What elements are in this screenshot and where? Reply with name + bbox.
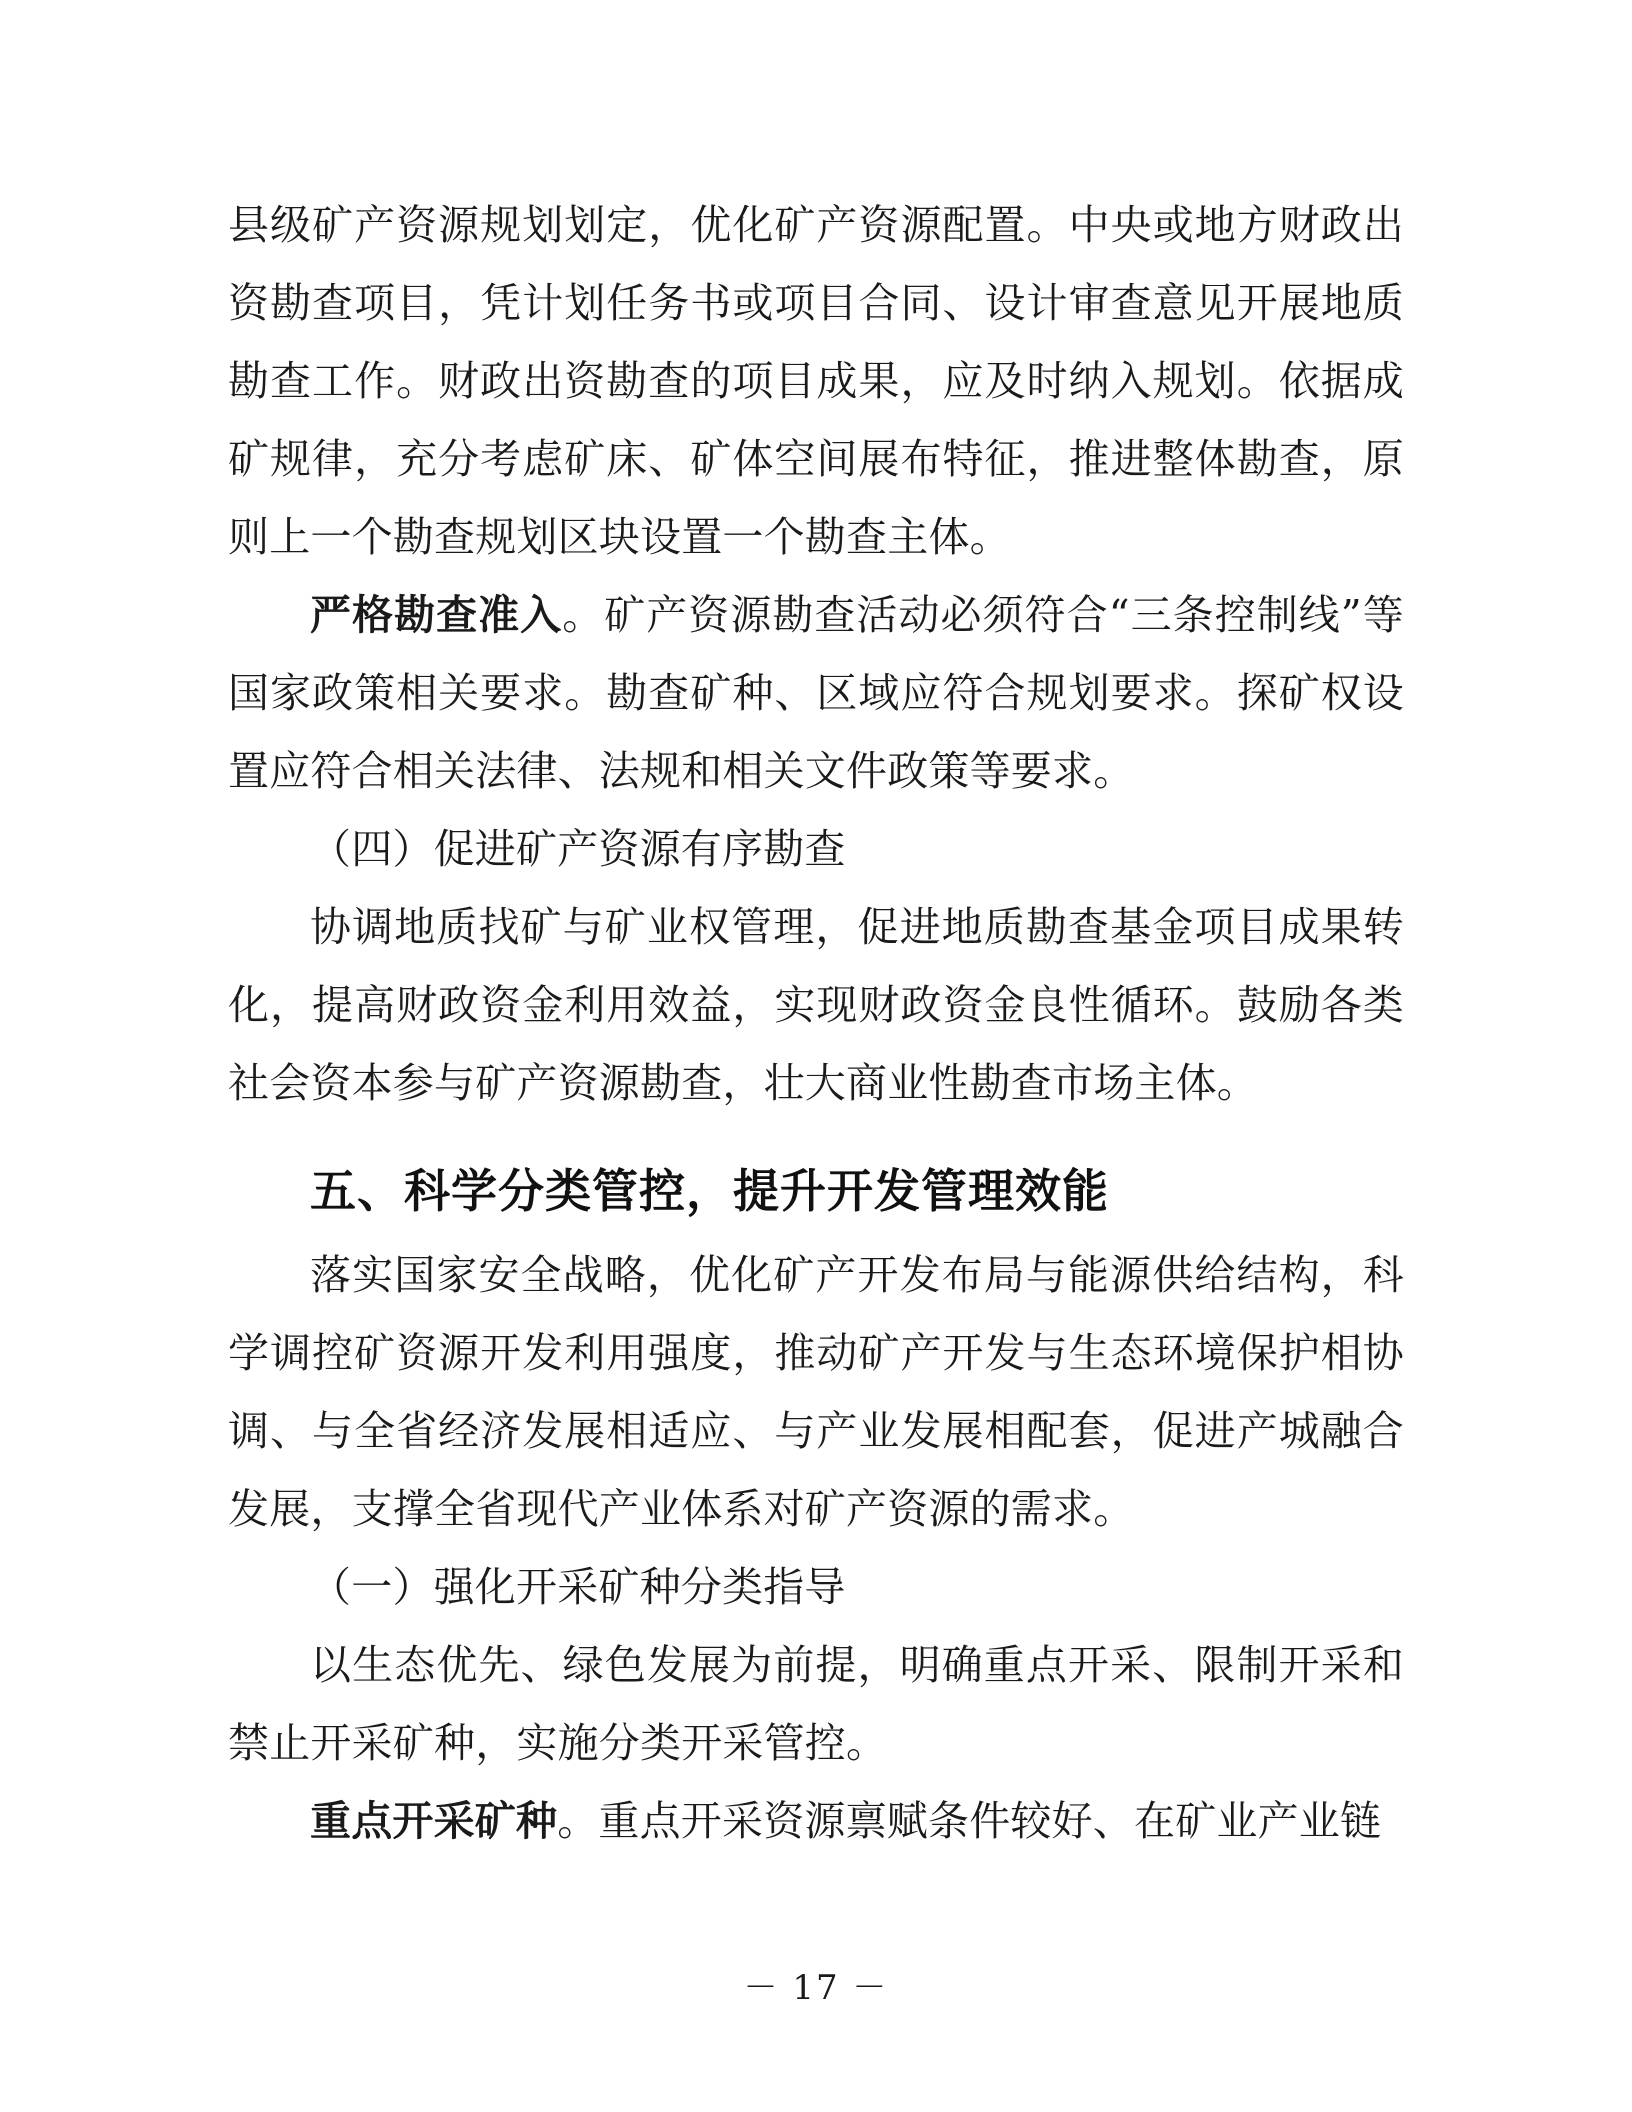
paragraph-3: 协调地质找矿与矿业权管理，促进地质勘查基金项目成果转化，提高财政资金利用效益，实现财政资金良性循环。鼓励各类社会资本参与矿产资源勘查，壮大商业性勘查市场主体。: [228, 903, 1404, 1107]
paragraph-4: 落实国家安全战略，优化矿产开发布局与能源供给结构，科学调控矿资源开发利用强度，推动矿产开发与生态环境保护相协调、与全省经济发展相适应、与产业发展相配套，促进产城融合发展，支撑全省现代产业体系对矿产资源的需求。: [228, 1251, 1404, 1533]
paragraph-2-text: 。矿产资源勘查活动必须符合“三条控制线”等国家政策相关要求。勘查矿种、区域应符合规划要求。探矿权设置应符合相关法律、法规和相关文件政策等要求。: [228, 591, 1404, 795]
paragraph-6-lead: 重点开采矿种: [310, 1797, 558, 1845]
paragraph-6-text: 。重点开采资源禀赋条件较好、在矿业产业链: [557, 1797, 1382, 1845]
paragraph-6: [228, 1782, 1404, 1860]
document-body: [228, 186, 1404, 1860]
paragraph-5: 以生态优先、绿色发展为前提，明确重点开采、限制开采和禁止开采矿种，实施分类开采管控。: [228, 1641, 1404, 1767]
section-heading-five: 五、科学分类管控，提升开发管理效能: [310, 1164, 1109, 1218]
subheading-one: （一）强化开采矿种分类指导: [310, 1563, 846, 1611]
paragraph-1: 县级矿产资源规划划定，优化矿产资源配置。中央或地方财政出资勘查项目，凭计划任务书或项目合同、设计审查意见开展地质勘查工作。财政出资勘查的项目成果，应及时纳入规划。依据成矿规律，充分考虑矿床、矿体空间展布特征，推进整体勘查，原则上一个勘查规划区块设置一个勘查主体。: [228, 201, 1404, 561]
subheading-four: （四）促进矿产资源有序勘查: [310, 825, 846, 873]
page-number: － 17 －: [743, 1968, 889, 2008]
paragraph-2: [228, 576, 1404, 810]
paragraph-2-lead: 严格勘查准入: [310, 591, 563, 639]
